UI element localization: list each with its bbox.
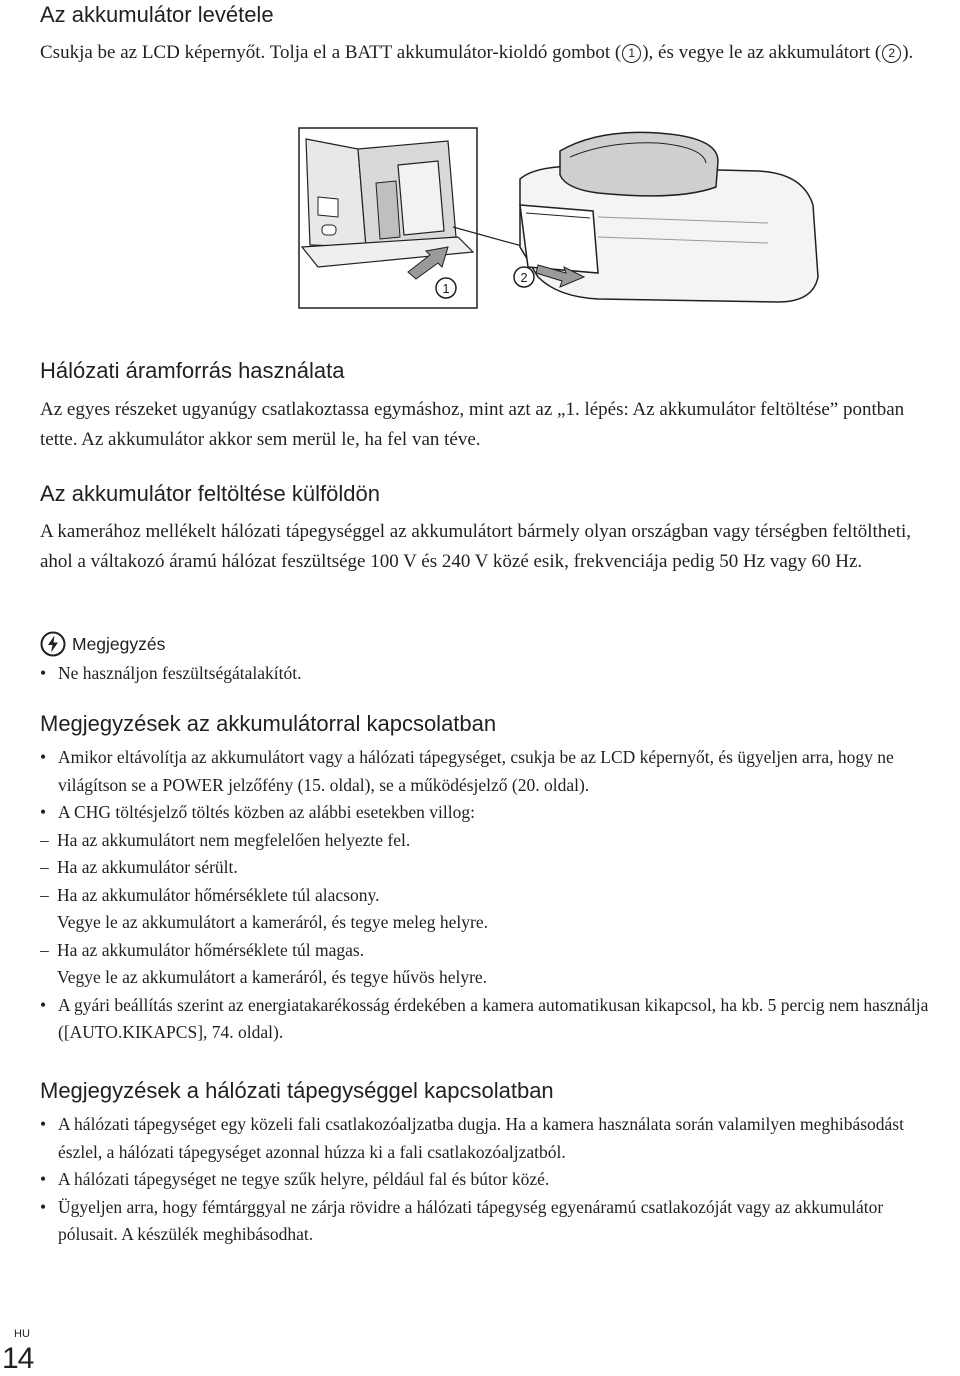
adaptor-notes-list <box>40 1111 940 1249</box>
sub-list <box>58 827 940 992</box>
battery-removal-illustration <box>298 127 820 310</box>
sub-item-text: – Ha az akkumulátor hőmérséklete túl magas. <box>57 939 365 960</box>
text-part: Csukja be az LCD képernyőt. Tolja el a BATT akkumulátor-kioldó gombot ( <box>40 42 622 63</box>
figure-label-1: 1 <box>442 281 450 296</box>
note-icon <box>40 631 66 657</box>
camera-illustration <box>298 127 820 310</box>
sub-item-text: Vegye le az akkumulátort a kameráról, és tegye hűvös helyre. <box>57 967 488 987</box>
battery-notes-list <box>40 744 940 1047</box>
section-title-battery-removal: Az akkumulátor levétele <box>40 2 274 27</box>
text-part: ). <box>902 42 914 63</box>
section-title-ac-power: Hálózati áramforrás használata <box>40 358 345 383</box>
list-item-text: A CHG töltésjelző töltés közben az alábbi esetekben villog: <box>58 802 475 822</box>
list-item <box>40 799 940 992</box>
sub-list-item <box>40 937 940 992</box>
sub-list-item <box>40 882 940 937</box>
note-list <box>40 660 940 688</box>
sub-item-text: – Ha az akkumulátor hőmérséklete túl alacsony. <box>57 884 380 905</box>
charging-abroad-text: A kamerához mellékelt hálózati tápegységgel az akkumulátort bármely olyan országban vagy térségben feltöltheti, ahol a váltakozó áramú hálózat feszültsége 100 V és 240 V közé esik, frekvenciája pedig 50 Hz vagy 60 Hz. <box>40 521 912 572</box>
list-item: • Amikor eltávolítja az akkumulátort vagy a hálózati tápegységet, csukja be az LCD képernyőt, és ügyeljen arra, hogy ne világítson se a POWER jelzőfény (15. oldal), se a működésjelző (20. oldal). <box>40 744 940 799</box>
section-title-adaptor-notes: Megjegyzések a hálózati tápegységgel kapcsolatban <box>40 1078 554 1103</box>
sub-item-text: Vegye le az akkumulátort a kameráról, és tegye meleg helyre. <box>57 912 488 932</box>
circled-number-1: 1 <box>622 44 641 63</box>
list-item: • Ügyeljen arra, hogy fémtárggyal ne zárja rövidre a hálózati tápegység egyenáramú csatlakozóját vagy az akkumulátor pólusait. A készülék meghibásodhat. <box>40 1194 940 1249</box>
battery-removal-text <box>40 38 940 68</box>
page-number: 14 <box>2 1342 34 1375</box>
list-item: • A hálózati tápegységet egy közeli fali csatlakozóaljzatba dugja. Ha a kamera használata során valamilyen meghibásodást észlel, a hálózati tápegységet azonnal húzza ki a fali csatlakozóaljzatból. <box>40 1111 940 1166</box>
text-part: ), és vegye le az akkumulátort ( <box>642 42 882 63</box>
ac-power-text: Az egyes részeket ugyanúgy csatlakoztassa egymáshoz, mint azt az „1. lépés: Az akkumulátor feltöltése” pontban tette. Az akkumulátor akkor sem merül le, ha fel van téve. <box>40 399 905 450</box>
circled-number-2: 2 <box>882 44 901 63</box>
list-item: • A hálózati tápegységet ne tegye szűk helyre, például fal és bútor közé. <box>40 1166 940 1194</box>
figure-label-2: 2 <box>520 270 528 285</box>
section-title-battery-notes: Megjegyzések az akkumulátorral kapcsolatban <box>40 711 497 736</box>
sub-list-item: – Ha az akkumulátor sérült. <box>40 854 940 882</box>
section-title-charging-abroad: Az akkumulátor feltöltése külföldön <box>40 481 380 506</box>
note-header <box>40 631 165 657</box>
sub-list-item: – Ha az akkumulátort nem megfelelően helyezte fel. <box>40 827 940 855</box>
list-item: • A gyári beállítás szerint az energiatakarékosság érdekében a kamera automatikusan kikapcsol, ha kb. 5 percig nem használja ([AUTO.KIKAPCS], 74. oldal). <box>40 992 940 1047</box>
language-code: HU <box>14 1328 30 1340</box>
list-item: • Ne használjon feszültségátalakítót. <box>40 660 940 688</box>
note-title: Megjegyzés <box>72 634 166 654</box>
